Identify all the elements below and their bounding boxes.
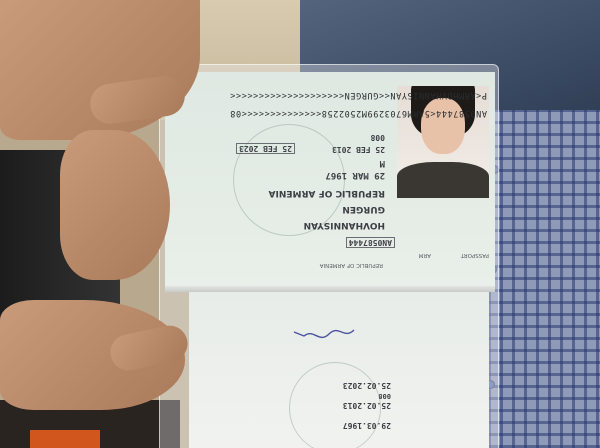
holder-photo bbox=[397, 86, 489, 198]
passport-number: AN0587444 bbox=[346, 237, 395, 248]
photo-shoulders bbox=[397, 162, 489, 198]
photo-face bbox=[421, 98, 465, 154]
issue-date: 25 FEB 2013 bbox=[332, 145, 385, 154]
given-name: GURGEN bbox=[342, 204, 385, 214]
passport-signature-page bbox=[189, 286, 489, 448]
passport-document bbox=[165, 72, 495, 448]
left-fingers bbox=[60, 130, 170, 280]
surname: HOVHANNISYAN bbox=[303, 220, 385, 230]
mrz-line-1: P<ARMHOVHANNISYAN<<GURGEN<<<<<<<<<<<<<<<<<<<< bbox=[229, 90, 487, 100]
country-code: ARM bbox=[418, 252, 431, 258]
nationality: REPUBLIC OF ARMENIA bbox=[268, 188, 385, 198]
sex: M bbox=[379, 158, 385, 168]
date-of-birth: 29 MAR 1967 bbox=[325, 170, 385, 180]
authority-lower: 008 bbox=[378, 392, 391, 400]
mrz-line-2: AN0587444<5ARM6703299M2502258<<<<<<<<<<<<<<08 bbox=[229, 108, 487, 118]
passport-data-page bbox=[165, 72, 495, 286]
header-en: REPUBLIC OF ARMENIA bbox=[319, 262, 383, 268]
doc-type-label: PASSPORT bbox=[460, 252, 489, 258]
expiry-date: 25 FEB 2023 bbox=[236, 143, 295, 154]
expiry-date-numeric: 25.02.2023 bbox=[342, 381, 391, 390]
orange-object bbox=[30, 430, 100, 448]
issue-date-numeric: 25.02.2013 bbox=[342, 401, 391, 410]
holder-signature bbox=[289, 322, 359, 342]
dob-numeric: 29.03.1967 bbox=[342, 421, 391, 430]
authority: 008 bbox=[370, 133, 385, 142]
